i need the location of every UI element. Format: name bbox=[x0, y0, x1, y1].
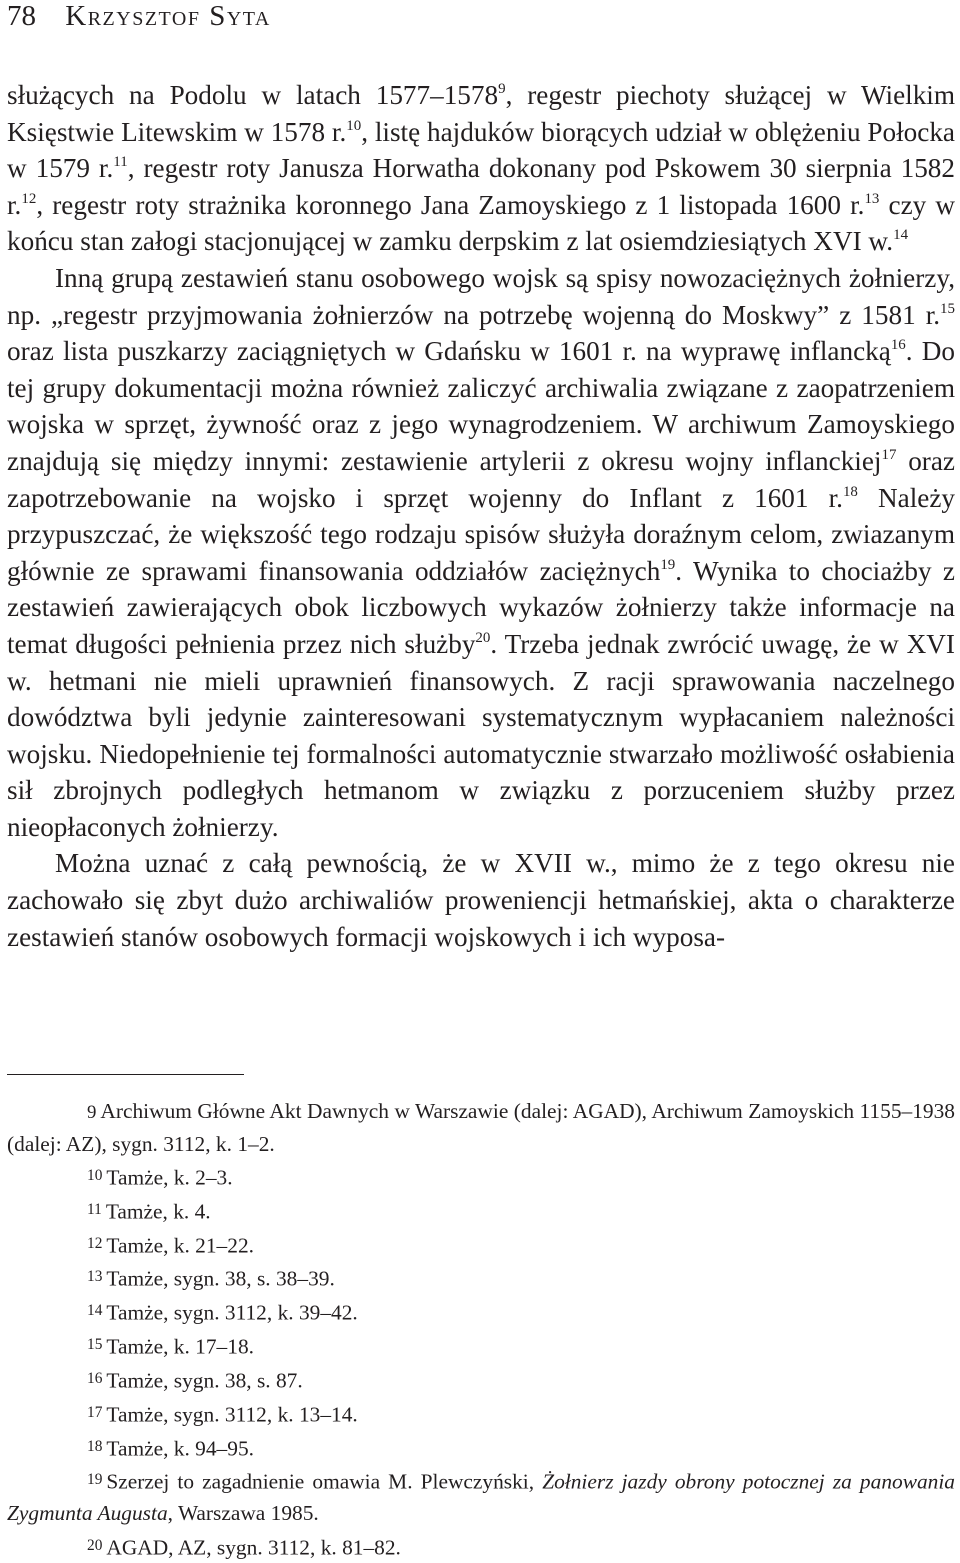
text-run: czy w końcu stan załogi stacjonującej w zamku derpskim z lat osiemdziesiątych XVI w. bbox=[7, 189, 955, 257]
footnote-number: 15 bbox=[87, 1336, 103, 1354]
footnote-number: 10 bbox=[87, 1167, 103, 1184]
text-run: AGAD, AZ, sygn. 3112, k. 81–82. bbox=[106, 1534, 401, 1559]
footnote-number: 18 bbox=[87, 1437, 103, 1455]
footnote-number: 19 bbox=[87, 1471, 103, 1489]
footnote-number: 12 bbox=[87, 1234, 103, 1252]
text-run: Tamże, sygn. 3112, k. 39–42. bbox=[106, 1300, 358, 1325]
footnote-ref[interactable]: 12 bbox=[21, 190, 37, 207]
footnote bbox=[7, 1329, 955, 1363]
text-run: Tamże, sygn. 38, s. 87. bbox=[106, 1368, 303, 1393]
footnote-ref[interactable]: 9 bbox=[498, 80, 506, 97]
main-text bbox=[7, 77, 955, 955]
text-run: Można uznać z całą pewnością, że w XVII w., mimo że z tego okresu nie zachowało się zbyt dużo archiwaliów proweniencji hetmańskiej, akta o charakterze zestawień stanów osobowych formacji wojskowych i ich wyposa- bbox=[7, 848, 955, 952]
text-run: Tamże, k. 2–3. bbox=[106, 1165, 233, 1190]
footnote-ref[interactable]: 18 bbox=[842, 483, 858, 500]
running-header bbox=[7, 2, 271, 30]
footnote bbox=[7, 1431, 955, 1465]
text-run: służących na Podolu w latach 1577–1578 bbox=[7, 80, 499, 110]
footnote-number: 17 bbox=[87, 1403, 103, 1421]
text-run: oraz zapotrzebowanie na wojsko i sprzęt wojenny do Inflant z 1601 r. bbox=[7, 445, 955, 513]
footnote-number: 11 bbox=[87, 1200, 102, 1218]
running-head-author: Krzysztof Syta bbox=[65, 0, 271, 32]
text-run: . Trzeba jednak zwrócić uwagę, że w XVI w. hetmani nie mieli uprawnień finansowych. Z racji sprawowania naczelnego dowództwa byli jedynie zainteresowani systematycznym wypłacaniem należności wojsku. Niedopełnienie tej formalności automatycznie stwarzało możliwość osłabienia sił zbrojnych podległych hetmanom w związku z porzuceniem służby przez nieopłaconych żołnierzy. bbox=[7, 628, 955, 842]
footnote-ref[interactable]: 19 bbox=[660, 556, 676, 573]
footnote-number: 13 bbox=[87, 1268, 103, 1286]
footnote-ref[interactable]: 11 bbox=[113, 153, 128, 170]
text-run: oraz lista puszkarzy zaciągniętych w Gdańsku w 1601 r. na wyprawę inflancką bbox=[7, 336, 891, 367]
text-run: , listę hajduków biorących udział w oblężeniu Połocka w 1579 r. bbox=[7, 116, 955, 184]
footnote-ref[interactable]: 16 bbox=[890, 336, 906, 353]
text-run: Archiwum Główne Akt Dawnych w Warszawie (dalej: AGAD), Archiwum Zamoyskich 1155–1938 (dalej: AZ), sygn. 3112, k. 1–2. bbox=[7, 1099, 955, 1156]
italic-title: Żołnierz jazdy obrony potocznej za panowania Zygmunta Augusta bbox=[7, 1469, 956, 1526]
text-run: Tamże, sygn. 38, s. 38–39. bbox=[106, 1266, 335, 1291]
text-run: Inną grupą zestawień stanu osobowego wojsk są spisy nowozaciężnych żołnierzy, np. „regestr przyjmowania żołnierzów na potrzebę wojenną do Moskwy” z 1581 r. bbox=[7, 262, 955, 330]
footnote-ref[interactable]: 14 bbox=[893, 227, 909, 244]
paragraph bbox=[7, 77, 955, 260]
footnote-number: 14 bbox=[87, 1302, 103, 1320]
footnote bbox=[7, 1096, 955, 1160]
footnote bbox=[7, 1228, 955, 1262]
text-run: Szerzej to zagadnienie omawia M. Plewczyński, bbox=[106, 1469, 543, 1494]
footnote-ref[interactable]: 17 bbox=[881, 446, 897, 463]
footnote-ref[interactable]: 10 bbox=[346, 117, 362, 134]
text-run: Należy przypuszczać, że większość tego rodzaju spisów służyła doraźnym celom, zwiazanym głównie ze sprawami finansowania oddziałów zaciężnych bbox=[7, 482, 955, 586]
text-run: Tamże, k. 17–18. bbox=[106, 1334, 254, 1359]
text-run: , regestr piechoty służącej w Wielkim Księstwie Litewskim w 1578 r. bbox=[7, 80, 955, 147]
text-run: Tamże, k. 21–22. bbox=[106, 1232, 254, 1257]
footnote bbox=[7, 1363, 955, 1397]
footnote-ref[interactable]: 13 bbox=[864, 190, 880, 207]
text-run: . Do tej grupy dokumentacji można również zaliczyć archiwalia związane z zaopatrzeniem wojska w sprzęt, żywność oraz z jego wynagrodzeniem. W archiwum Zamoyskiego znajdują się między innymi: zestawienie artylerii z okresu wojny inflanckiej bbox=[7, 336, 955, 476]
footnote bbox=[7, 1194, 955, 1228]
text-run: Tamże, sygn. 3112, k. 13–14. bbox=[106, 1402, 358, 1426]
footnote-number: 20 bbox=[87, 1536, 103, 1554]
footnote bbox=[7, 1397, 955, 1431]
footnote bbox=[7, 1160, 955, 1194]
text-run: , regestr roty Janusza Horwatha dokonany pod Pskowem 30 sierpnia 1582 r. bbox=[7, 153, 955, 220]
paragraph bbox=[7, 845, 955, 955]
footnote bbox=[7, 1261, 955, 1295]
text-run: Tamże, k. 4. bbox=[105, 1199, 211, 1224]
paragraph bbox=[7, 260, 955, 846]
text-run: , regestr roty strażnika koronnego Jana Zamoyskiego z 1 listopada 1600 r. bbox=[36, 189, 865, 220]
footnotes bbox=[7, 1096, 955, 1563]
footnote-separator bbox=[7, 1074, 244, 1075]
text-run: . Wynika to chociażby z zestawień zawierających obok liczbowych wykazów żołnierzy także informacje na temat długości pełnienia przez nich służby bbox=[7, 555, 955, 659]
footnote bbox=[7, 1464, 955, 1529]
footnote bbox=[7, 1530, 955, 1563]
footnote-number: 9 bbox=[87, 1102, 97, 1123]
footnote-number: 16 bbox=[87, 1369, 103, 1387]
page-number: 78 bbox=[7, 0, 36, 32]
footnote-ref[interactable]: 15 bbox=[940, 300, 955, 317]
footnote-ref[interactable]: 20 bbox=[475, 629, 491, 646]
text-run: , Warszawa 1985. bbox=[167, 1501, 319, 1526]
footnote bbox=[7, 1295, 955, 1329]
text-run: Tamże, k. 94–95. bbox=[106, 1435, 254, 1460]
